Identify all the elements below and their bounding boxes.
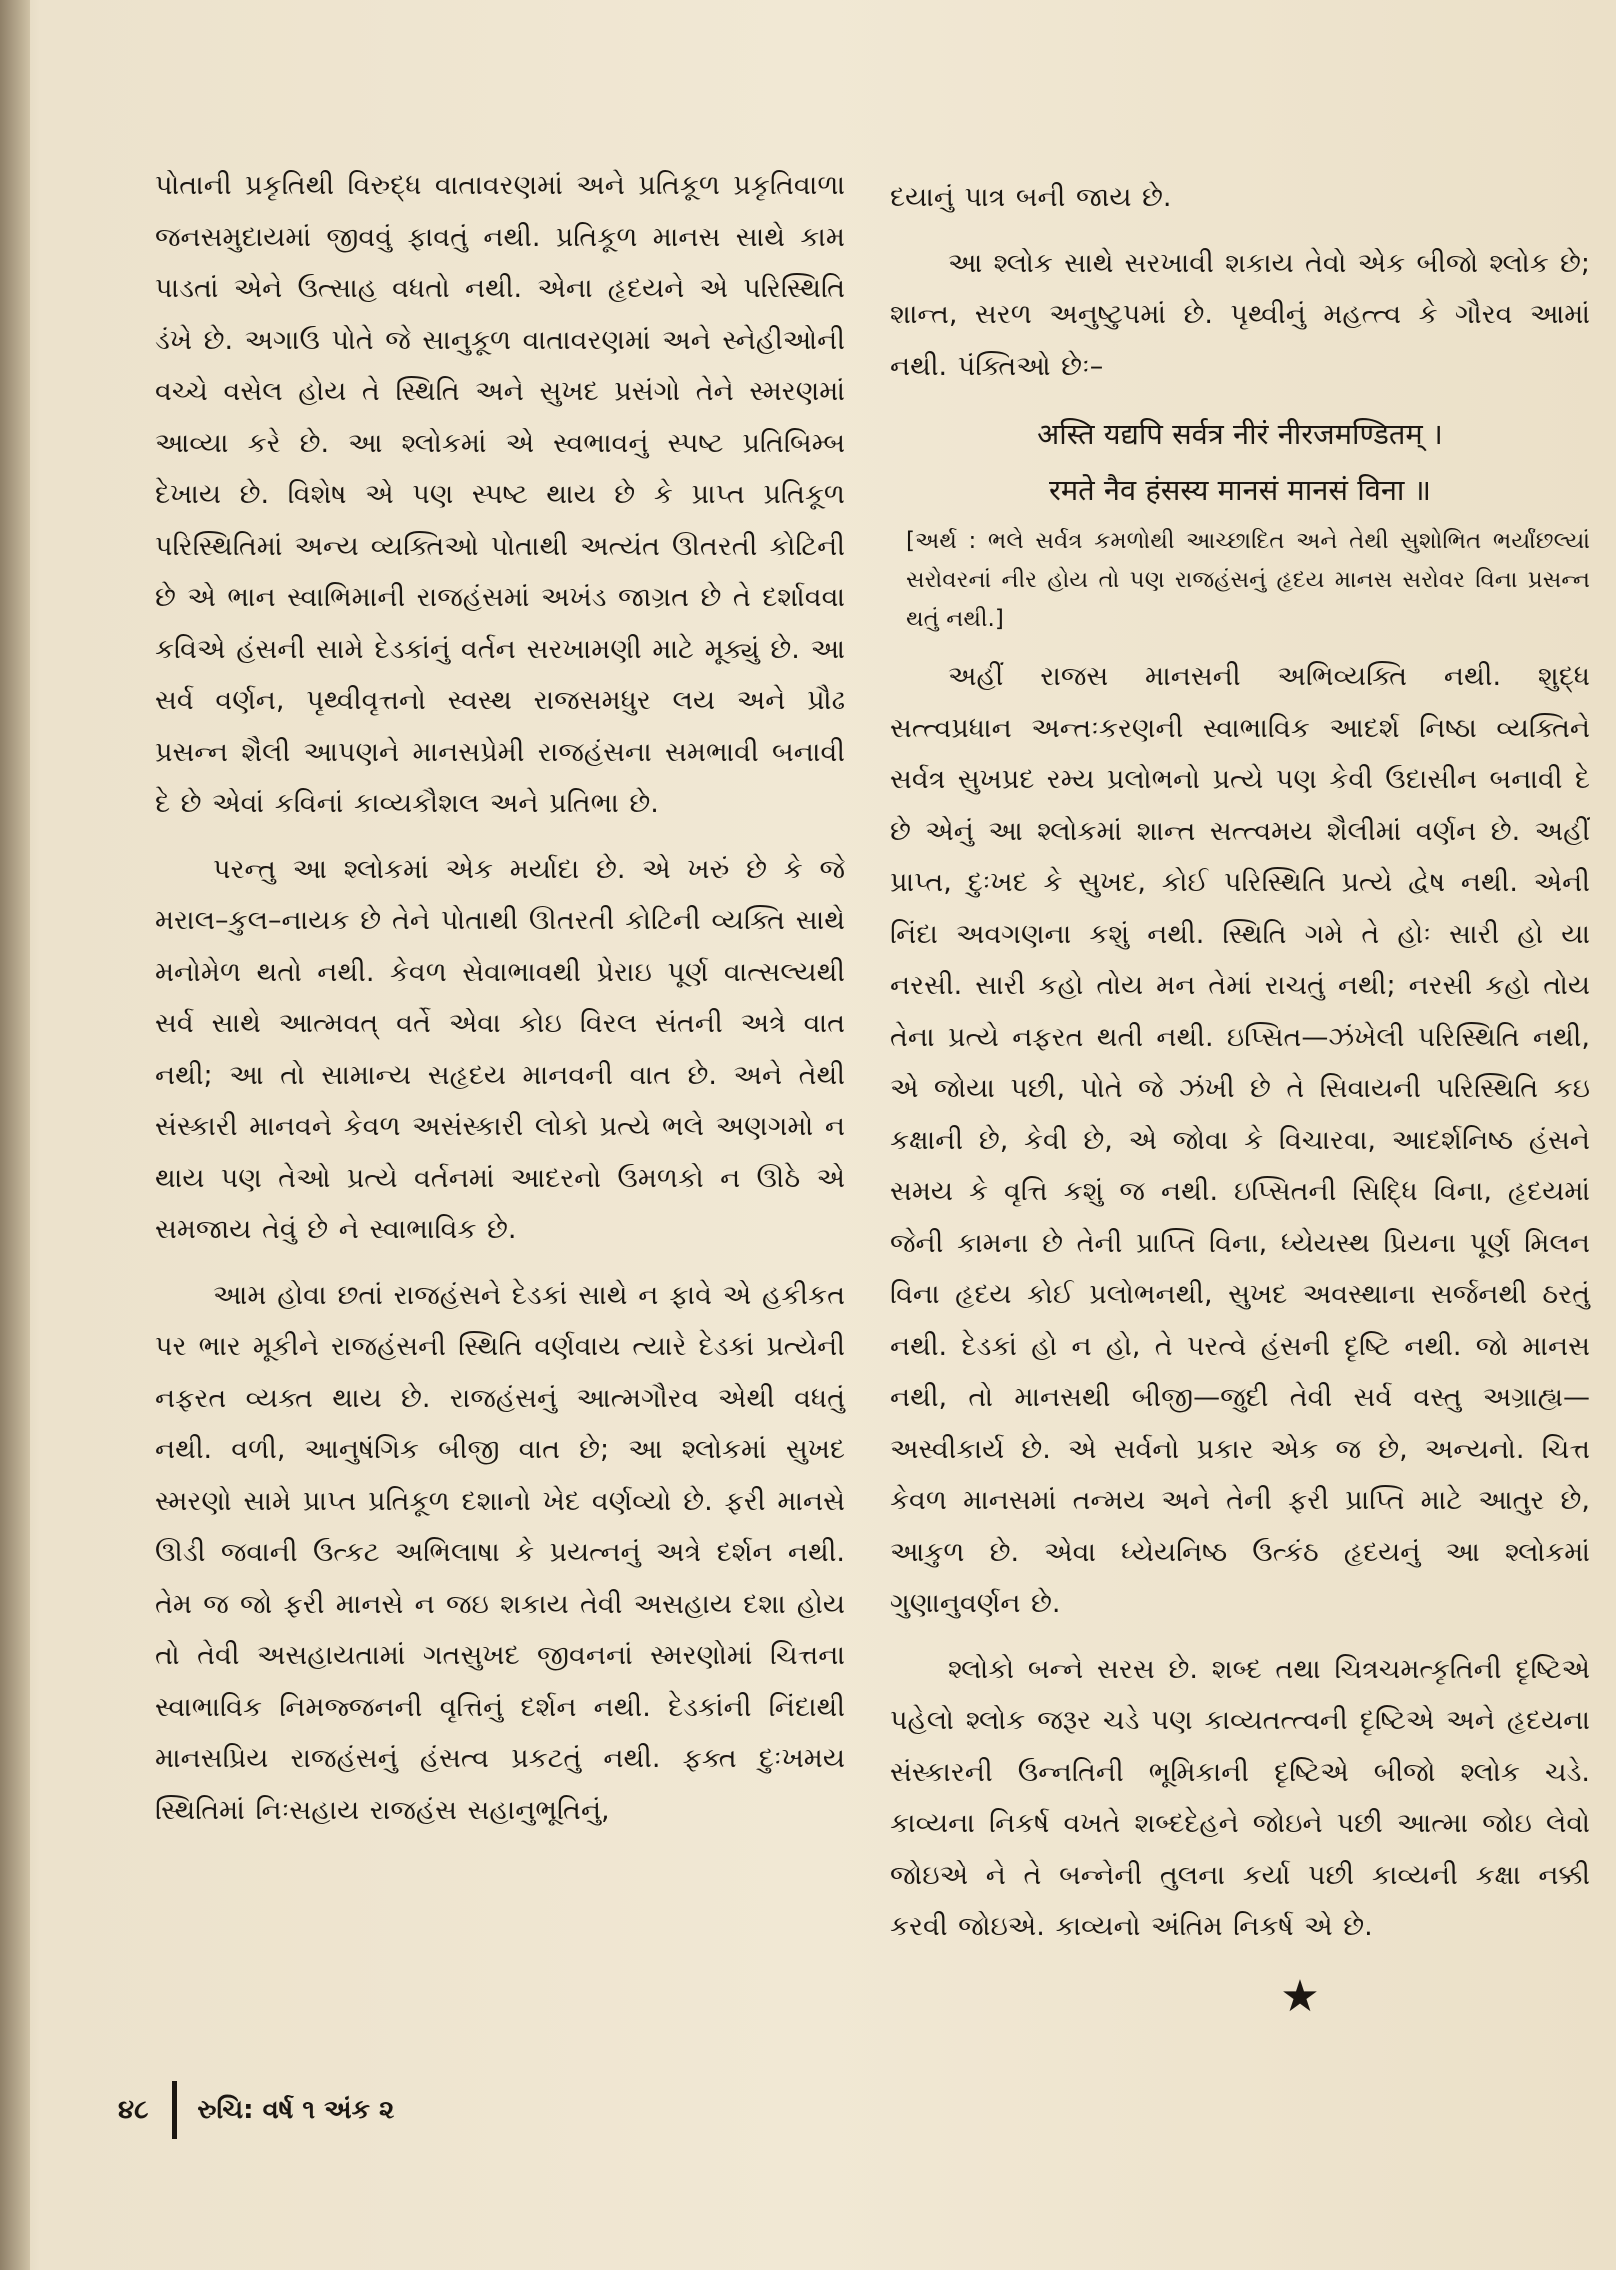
paragraph-2: પરન્તુ આ શ્લોકમાં એક મર્યાદા છે. એ ખરું છે કે જે મરાલ–કુલ–નાયક છે તેને પોતાથી ઊતરતી કોટિની વ્યક્તિ સાથે મનોમેળ થતો નથી. કેવળ સેવાભાવથી પ્રેરાઇ પૂર્ણ વાત્સલ્યથી સર્વ સાથે આત્મવત્ વર્તે એવા કોઇ વિરલ સંતની અત્રે વાત નથી; આ તો સામાન્ય સહૃદય માનવની વાત છે. અને તેથી સંસ્કારી માનવને કેવળ અસંસ્કારી લોકો પ્રત્યે ભલે અણગમો ન થાય પણ તેઓ પ્રત્યે વર્તનમાં આદરનો ઉમળકો ન ઊઠે એ સમજાય તેવું છે ને સ્વાભાવિક છે. <box>155 853 845 1245</box>
page-binding-edge <box>0 0 30 2270</box>
shloka-meaning: [અર્થ : ભલે સર્વત્ર કમળોથી આચ્છાદિત અને તેથી સુશોભિત ભર્યાંછલ્યાં સરોવરનાં નીર હોય તો પણ રાજહંસનું હૃદય માનસ સરોવર વિના પ્રસન્ન થતું નથી.] <box>906 528 1590 632</box>
paragraph-1: પોતાની પ્રકૃતિથી વિરુદ્ધ વાતાવરણમાં અને પ્રતિકૂળ પ્રકૃતિવાળા જનસમુદાયમાં જીવવું ફાવતું નથી. પ્રતિકૂળ માનસ સાથે કામ પાડતાં એને ઉત્સાહ વધતો નથી. એના હૃદયને એ પરિસ્થિતિ ડંખે છે. અગાઉ પોતે જે સાનુકૂળ વાતાવરણમાં અને સ્નેહીઓની વચ્ચે વસેલ હોય તે સ્થિતિ અને સુખદ પ્રસંગો તેને સ્મરણમાં આવ્યા કરે છે. આ શ્લોકમાં એ સ્વભાવનું સ્પષ્ટ પ્રતિબિમ્બ દેખાય છે. વિશેષ એ પણ સ્પષ્ટ થાય છે કે પ્રાપ્ત પ્રતિકૂળ પરિસ્થિતિમાં અન્ય વ્યક્તિઓ પોતાથી અત્યંત ઊતરતી કોટિની છે એ ભાન સ્વાભિમાની રાજહંસમાં અખંડ જાગ્રત છે તે દર્શાવવા કવિએ હંસની સામે દેડકાંનું વર્તન સરખામણી માટે મૂક્યું છે. આ સર્વ વર્ણન, પૃથ્વીવૃત્તનો સ્વસ્થ રાજસમધુર લય અને પ્રૌઢ પ્રસન્ન શૈલી આપણને માનસપ્રેમી રાજહંસના સમભાવી બનાવી દે છે એવાં કવિનાં કાવ્યકૌશલ અને પ્રતિભા છે. <box>155 170 845 819</box>
shloka-intro: આ શ્લોક સાથે સરખાવી શકાય તેવો એક બીજો શ્લોક છે; શાન્ત, સરળ અનુષ્ટુપમાં છે. પૃથ્વીનું મહત્ત્વ કે ગૌરવ આમાં નથી. પંક્તિઓ છેઃ– <box>890 247 1590 382</box>
left-column <box>155 160 845 1850</box>
paragraph-3: આમ હોવા છતાં રાજહંસને દેડકાં સાથે ન ફાવે એ હકીકત પર ભાર મૂકીને રાજહંસની સ્થિતિ વર્ણવાય ત્યારે દેડકાં પ્રત્યેની નફરત વ્યક્ત થાય છે. રાજહંસનું આત્મગૌરવ એથી વધતું નથી. વળી, આનુષંગિક બીજી વાત છે; આ શ્લોકમાં સુખદ સ્મરણો સામે પ્રાપ્ત પ્રતિકૂળ દશાનો ખેદ વર્ણવ્યો છે. ફરી માનસે ઊડી જવાની ઉત્કટ અભિલાષા કે પ્રયત્નનું અત્રે દર્શન નથી. તેમ જ જો ફરી માનસે ન જઇ શકાય તેવી અસહાય દશા હોય તો તેવી અસહાયતામાં ગતસુખદ જીવનનાં સ્મરણોમાં ચિત્તના સ્વાભાવિક નિમજ્જનની વૃત્તિનું દર્શન નથી. દેડકાંની નિંદાથી માનસપ્રિય રાજહંસનું હંસત્વ પ્રકટતું નથી. ફક્ત દુઃખમય સ્થિતિમાં નિઃસહાય રાજહંસ સહાનુભૂતિનું, <box>155 1279 845 1826</box>
page-footer <box>118 2080 394 2140</box>
shloka-line-2: रमते नैव हंसस्य मानसं मानसं विना ॥ <box>1048 473 1432 507</box>
continuation-line: દયાનું પાત્ર બની જાય છે. <box>890 182 1172 213</box>
right-column <box>890 172 1590 2022</box>
footer-divider <box>172 2081 177 2139</box>
paragraph-4: અહીં રાજસ માનસની અભિવ્યક્તિ નથી. શુદ્ધ સત્ત્વપ્રધાન અન્તઃકરણની સ્વાભાવિક આદર્શ નિષ્ઠા વ્યક્તિને સર્વત્ર સુખપ્રદ રમ્ય પ્રલોભનો પ્રત્યે પણ કેવી ઉદાસીન બનાવી દે છે એનું આ શ્લોકમાં શાન્ત સત્ત્વમય શૈલીમાં વર્ણન છે. અહીં પ્રાપ્ત, દુઃખદ કે સુખદ, કોઈ પરિસ્થિતિ પ્રત્યે દ્વેષ નથી. એની નિંદા અવગણના કશું નથી. સ્થિતિ ગમે તે હોઃ સારી હો યા નરસી. સારી કહો તોય મન તેમાં રાચતું નથી; નરસી કહો તોય તેના પ્રત્યે નફરત થતી નથી. ઇપ્સિત—ઝંખેલી પરિસ્થિતિ નથી, એ જોયા પછી, પોતે જે ઝંખી છે તે સિવાયની પરિસ્થિતિ કઇ કક્ષાની છે, કેવી છે, એ જોવા કે વિચારવા, આદર્શનિષ્ઠ હંસને સમય કે વૃત્તિ કશું જ નથી. ઇપ્સિતની સિદ્ધિ વિના, હૃદયમાં જેની કામના છે તેની પ્રાપ્તિ વિના, ધ્યેયસ્થ પ્રિયના પૂર્ણ મિલન વિના હૃદય કોઈ પ્રલોભનથી, સુખદ અવસ્થાના સર્જનથી ઠરતું નથી. દેડકાં હો ન હો, તે પરત્વે હંસની દૃષ્ટિ નથી. જો માનસ નથી, તો માનસથી બીજી—જુદી તેવી સર્વ વસ્તુ અગ્રાહ્ય—અસ્વીકાર્ય છે. એ સર્વનો પ્રકાર એક જ છે, અન્યનો. ચિત્ત કેવળ માનસમાં તન્મય અને તેની ફરી પ્રાપ્તિ માટે આતુર છે, આકુળ છે. એવા ધ્યેયનિષ્ઠ ઉત્કંઠ હૃદયનું આ શ્લોકમાં ગુણાનુવર્ણન છે. <box>890 661 1590 1619</box>
end-star-icon: ★ <box>1280 1970 1320 2022</box>
shloka-line-1: अस्ति यद्यपि सर्वत्र नीरं नीरजमण्डितम् । <box>1037 417 1443 451</box>
journal-issue: રુચિ: વર્ષ ૧ અંક ૨ <box>197 2094 395 2125</box>
page-number: ૪૮ <box>118 2094 149 2125</box>
paragraph-5: શ્લોકો બન્ને સરસ છે. શબ્દ તથા ચિત્રચમત્કૃતિની દૃષ્ટિએ પહેલો શ્લોક જરૂર ચડે પણ કાવ્યતત્ત્વની દૃષ્ટિએ અને હૃદયના સંસ્કારની ઉન્નતિની ભૂમિકાની દૃષ્ટિએ બીજો શ્લોક ચડે. કાવ્યના નિકર્ષ વખતે શબ્દદેહને જોઇને પછી આત્મા જોઇ લેવો જોઇએ ને તે બન્નેની તુલના કર્યા પછી કાવ્યની કક્ષા નક્કી કરવી જોઇએ. કાવ્યનો અંતિમ નિકર્ષ એ છે. <box>890 1653 1590 1942</box>
